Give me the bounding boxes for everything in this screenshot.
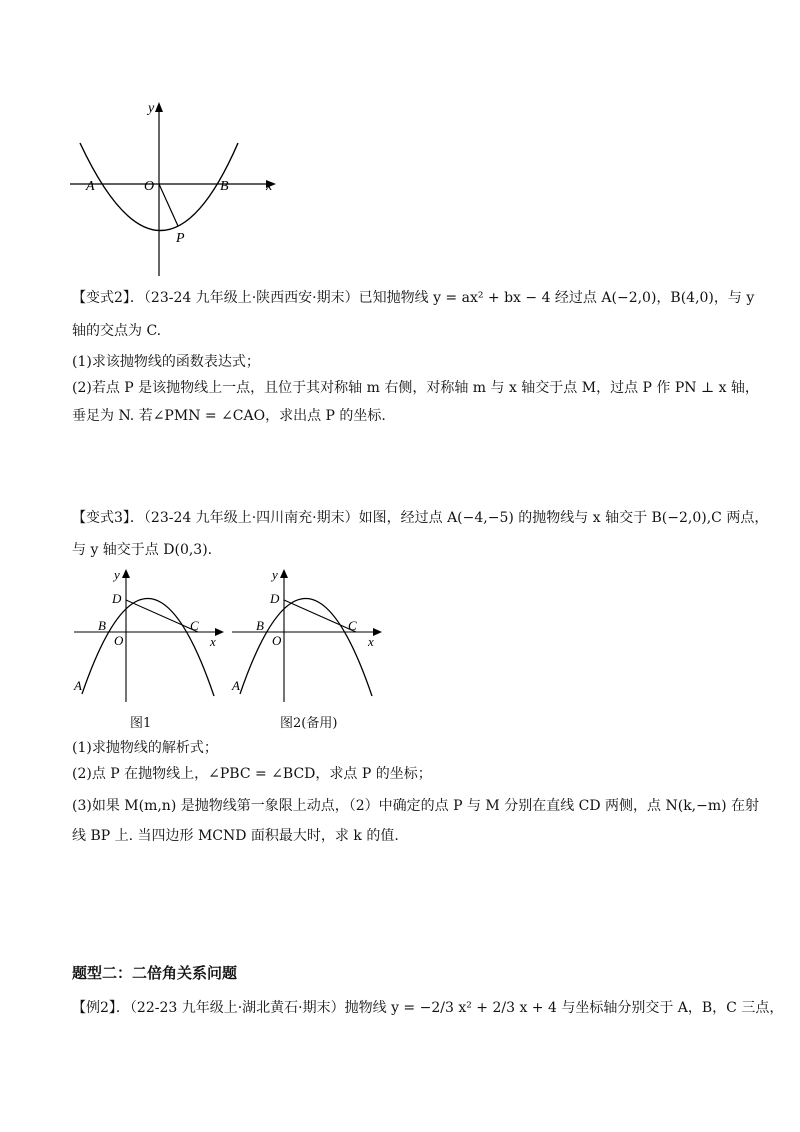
y-axis-arrow [155,102,163,112]
label-a: A [232,678,240,693]
label-d: D [270,591,280,606]
variant3-q2: (2)点 P 在抛物线上，∠PBC = ∠BCD，求点 P 的坐标； [72,766,432,782]
label-b: B [98,618,106,633]
label-a: A [74,678,82,693]
label-c: C [190,618,199,633]
label-o: O [114,633,124,648]
variant2-line2: 轴的交点为 C. [72,323,162,339]
label-x: x [266,179,273,194]
label-a: A [86,179,95,194]
variant3-figure-2 [226,566,386,706]
label-p: P [176,231,185,246]
variant2-q2-line1: (2)若点 P 是该抛物线上一点，且位于其对称轴 m 右侧，对称轴 m 与 x 轴交于点 M，过点 P 作 PN ⊥ x 轴， [72,380,759,396]
variant3-q3-line2: 线 BP 上. 当四边形 MCND 面积最大时，求 k 的值. [72,828,399,844]
variant2-q1: (1)求该抛物线的函数表达式； [72,354,260,370]
segment-dc [126,600,198,632]
x-axis-arrow [215,628,224,636]
segment-op [159,184,178,226]
label-b: B [220,179,229,194]
label-o: O [144,179,155,194]
label-y: y [272,567,278,582]
y-axis-arrow [122,569,130,578]
variant3-line2: 与 y 轴交于点 D(0,3). [72,542,213,558]
variant3-figure-1 [68,566,228,706]
variant2-q2-line2: 垂足为 N. 若∠PMN = ∠CAO，求出点 P 的坐标. [72,408,386,424]
segment-dc [284,600,356,632]
figure-1-parabola [70,96,285,281]
y-axis-arrow [280,569,288,578]
parabola-curve [82,598,214,696]
figure-caption-2: 图2(备用) [280,716,338,731]
label-x: x [368,634,374,649]
figure-caption-1: 图1 [130,716,152,731]
variant3-line1: 【变式3】．（23-24 九年级上·四川南充·期末）如图，经过点 A(−4,−5) 的抛物线与 x 轴交于 B(−2,0),C 两点， [72,510,769,526]
label-b: B [256,618,264,633]
section-heading: 题型二：二倍角关系问题 [72,964,238,982]
example2-line1: 【例2】．（22-23 九年级上·湖北黄石·期末）抛物线 y = −2/3 x² + 2/3 x + 4 与坐标轴分别交于 A，B，C 三点， [72,1000,784,1016]
label-d: D [112,591,122,606]
parabola-curve [240,598,372,696]
variant2-line1: 【变式2】．（23-24 九年级上·陕西西安·期末）已知抛物线 y = ax² + bx − 4 经过点 A(−2,0)，B(4,0)，与 y [72,290,755,306]
label-y: y [148,101,155,116]
label-y: y [114,567,120,582]
x-axis-arrow [373,628,382,636]
label-c: C [348,618,357,633]
label-o: O [272,633,282,648]
label-x: x [210,634,216,649]
variant3-q1: (1)求抛物线的解析式； [72,740,218,756]
variant3-q3-line1: (3)如果 M(m,n) 是抛物线第一象限上动点，（2）中确定的点 P 与 M 分别在直线 CD 两侧，点 N(k,−m) 在射 [72,798,760,814]
